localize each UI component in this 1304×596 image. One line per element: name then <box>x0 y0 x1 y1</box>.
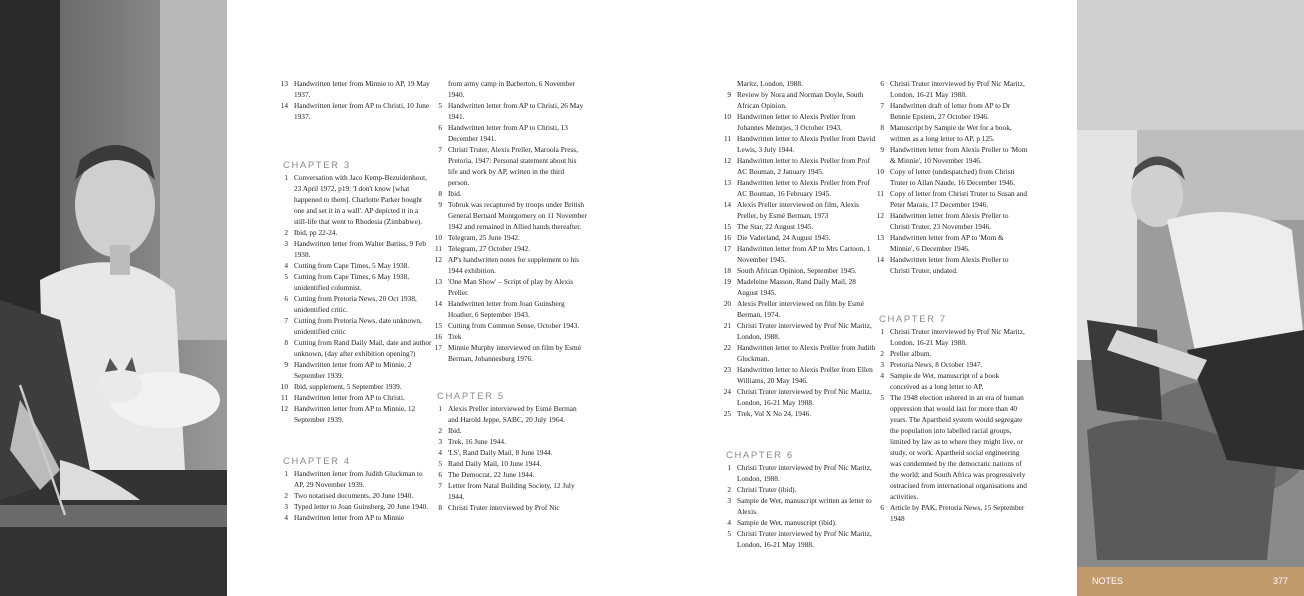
chapter-7-heading: CHAPTER 7 <box>879 314 947 325</box>
note-item: 12 Handwritten letter to Alexis Preller from Prof AC Bouman, 2 January 1945. <box>723 156 870 176</box>
note-item: 6 Christi Truter interviewed by Prof Nic Maritz, London, 16-21 May 1988. <box>880 79 1025 99</box>
note-item: 14 Handwritten letter from Alexis Preller to Christi Truter, undated. <box>876 255 1009 275</box>
chapter-4-notes <box>283 468 433 523</box>
note-item: 8 Manuscript by Sampie de Wet for a book, written as a long letter to AP, p 125. <box>880 123 1012 143</box>
note-item: 5 Rand Daily Mail, 10 June 1944. <box>438 459 542 468</box>
chapter-6-heading: CHAPTER 6 <box>726 450 794 461</box>
note-item: 6 Handwritten letter from AP to Christi, 13 December 1941. <box>438 123 568 143</box>
note-item: 16 Trek <box>434 332 462 341</box>
note-item: 15 Cutting from Common Sense, October 1943. <box>434 321 580 330</box>
note-item: 8 Ibid. <box>438 189 462 198</box>
note-item: 12 Handwritten letter from AP to Minnie, 12 September 1939. <box>280 404 416 424</box>
note-item: 9 Review by Nora and Norman Doyle, South African Opinion. <box>727 90 864 110</box>
chapter-5-continued-notes <box>723 78 876 419</box>
note-item: 17 Handwritten letter from AP to Mrs Cartoon, 1 November 1945. <box>723 244 871 264</box>
chapter-5-heading: CHAPTER 5 <box>437 391 505 402</box>
note-item: 2 Ibid. <box>438 426 462 435</box>
note-item: 11 Handwritten letter from AP to Christi. <box>280 393 405 402</box>
note-item: 16 Die Vaderland, 24 August 1945. <box>723 233 831 242</box>
note-item: 2 Christi Truter (ibid). <box>727 485 797 494</box>
note-item: 8 Cutting from Rand Daily Mail, date and author unknown, (day after exhibition opening?) <box>284 338 432 358</box>
chapter-7-notes <box>879 326 1029 524</box>
chapter-5-notes <box>437 403 587 513</box>
note-item: 6 Article by PAK, Pretoria News, 15 September 1948 <box>880 503 1025 523</box>
note-item: 1 Christi Truter interviewed by Prof Nic Maritz, London, 16-21 May 1988. <box>880 327 1025 347</box>
page-number: 377 <box>1272 576 1288 586</box>
note-item: 13 Handwritten letter from Minnie to AP, 19 May 1937. <box>280 79 430 99</box>
note-item: 18 South African Opinion, September 1945. <box>723 266 857 275</box>
chapter-6-continued-notes <box>876 78 1029 276</box>
note-item: 5 Handwritten letter from AP to Christi, 26 May 1941. <box>438 101 584 121</box>
note-item: 14 Alexis Preller interviewed on film, Alexis Preller, by Esmé Berman, 1973 <box>723 200 859 220</box>
note-item: 13 'One Man Show' – Script of play by Alexis Preller. <box>434 277 574 297</box>
notes-column-3 <box>723 78 876 550</box>
note-item: 12 Handwritten letter from Alexis Preller to Christi Truter, 23 November 1946. <box>876 211 1009 231</box>
note-item: 11 Copy of letter from Christi Truter to Susan and Peter Marais, 17 December 1946. <box>876 189 1028 209</box>
note-item: 11 Handwritten letter to Alexis Preller from David Lewis, 3 July 1944. <box>723 134 876 154</box>
note-item: 4 'LS', Rand Daily Mail, 8 June 1944. <box>438 448 553 457</box>
note-item: 1 Handwritten letter from Judith Gluckman to AP, 29 November 1939. <box>284 469 423 489</box>
note-item: 3 Handwritten letter from Walter Battiss, 9 Feb 1938. <box>284 239 427 259</box>
note-item: 5 Cutting from Cape Times, 6 May 1938, unidentified columnist. <box>284 272 410 292</box>
notes-column-2 <box>434 78 587 513</box>
footer-section-label: NOTES <box>1092 576 1124 586</box>
note-item: 20 Alexis Preller interviewed on film by Esmé Berman, 1974. <box>723 299 864 319</box>
note-item: 10 Handwritten letter to Alexis Preller from Johannes Meintjes, 3 October 1943. <box>723 112 856 132</box>
note-item: 23 Handwritten letter to Alexis Preller from Ellen Williams, 20 May 1946. <box>723 365 873 385</box>
note-item: 1 Conversation with Jaco Kemp-Bezuidenhout, 23 April 1972, p19: 'I don't know [what happened to them]. Charlotte Parker bought one and set it in a wall'. AP depicted it in a still-life that went to Rhodesia (Zimbabwe). <box>284 173 427 226</box>
note-item: 13 Handwritten letter from AP to 'Mom & Minnie', 6 December 1946. <box>876 233 1004 253</box>
note-item: 3 Trek, 16 June 1944. <box>438 437 506 446</box>
note-item: 4 Sampie de Wet, manuscript of a book conceived as a long letter to AP. <box>880 371 1000 391</box>
note-item: 14 Handwritten letter from Joan Guinsberg Hoather, 6 September 1943. <box>434 299 565 319</box>
note-item: 7 Handwritten draft of letter from AP to Dr Bennie Epstein, 27 October 1946. <box>880 101 1011 121</box>
note-item: 9 Handwritten letter from Alexis Preller to 'Mom & Minnie', 10 November 1946. <box>880 145 1028 165</box>
note-item: 10 Ibid, supplement, 5 September 1939. <box>280 382 402 391</box>
note-item: 7 Christi Truter, Alexis Preller, Maroola Press, Pretoria, 1947: Personal statement about his life and work by AP, written in the third person. <box>438 145 578 187</box>
photo-artist-with-cat <box>0 0 227 596</box>
note-item: 1 Christi Truter interviewed by Prof Nic Maritz, London, 1988. <box>727 463 872 483</box>
chapter-3-heading: CHAPTER 3 <box>283 160 351 171</box>
note-item: 5 Christi Truter interviewed by Prof Nic Maritz, London, 16-21 May 1988. <box>727 529 872 549</box>
note-item: 1 Alexis Preller interviewed by Esmé Berman and Harold Jeppe, SABC, 20 July 1964. <box>438 404 577 424</box>
note-item: 10 Telegram, 25 June 1942. <box>434 233 520 242</box>
note-item: 12 AP's handwritten notes for supplement to his 1944 exhibition. <box>434 255 580 275</box>
note-item: 7 Letter from Natal Building Society, 12 July 1944. <box>438 481 575 501</box>
photo-artist-painting-floor <box>1077 0 1304 596</box>
note-item: 3 Typed letter to Joan Guinsberg, 20 June 1940. <box>284 502 429 511</box>
note-item: 9 Tobruk was recaptured by troops under British General Bernard Montgomery on 11 November 1942 and remained in Allied hands thereafter. <box>438 200 587 231</box>
note-item: 22 Handwritten letter to Alexis Preller from Judith Gluckman. <box>723 343 876 363</box>
note-item: 3 Pretoria News, 8 October 1947. <box>880 360 983 369</box>
note-item: 15 The Star, 22 August 1945. <box>723 222 814 231</box>
notes-column-4 <box>876 78 1029 524</box>
note-item: 4 Sampie de Wet, manuscript (ibid). <box>727 518 837 527</box>
chapter-3-notes <box>280 172 433 425</box>
notes-column-1 <box>280 78 433 523</box>
note-item: 25 Trek, Vol X No 24, 1946. <box>723 409 812 418</box>
note-item: 10 Copy of letter (undespatched) from Christi Truter to Allan Naude, 16 December 1946. <box>876 167 1015 187</box>
note-item: 11 Telegram, 27 October 1942. <box>434 244 530 253</box>
note-item: 5 The 1948 election ushered in an era of human oppression that would last for more than 40 years. The Apartheid system would segregate the population into labelled racial groups, limited by law as to where they might live, or study, or work. Apartheid social engineering was condemned by the democratic nations of the world; and South Africa was progressively ostracised from international organisations and activities. <box>880 393 1027 501</box>
intro-notes-list <box>280 78 433 122</box>
note-item: 2 Two notarised documents, 20 June 1940. <box>284 491 414 500</box>
note-item: 6 The Democrat, 22 June 1944. <box>438 470 535 479</box>
note-item: 2 Preller album. <box>880 349 932 358</box>
note-item: 17 Minnie Murphy interviewed on film by Esmé Berman, Johannesburg 1976. <box>434 343 581 363</box>
note-item: 6 Cutting from Pretoria News, 20 Oct 1938, unidentified critic. <box>284 294 417 314</box>
note-item: 13 Handwritten letter to Alexis Preller from Prof AC Bouman, 16 February 1945. <box>723 178 870 198</box>
note-item: 4 Handwritten letter from AP to Minnie <box>284 513 405 522</box>
chapter-4-heading: CHAPTER 4 <box>283 456 351 467</box>
note-item: 9 Handwritten letter from AP to Minnie, 2 September 1939. <box>284 360 412 380</box>
note-item: 14 Handwritten letter from AP to Christi, 10 June 1937. <box>280 101 430 121</box>
note-item: from army camp in Barberton, 6 November 1940. <box>448 79 576 99</box>
note-item: 21 Christi Truter interviewed by Prof Nic Maritz, London, 1988. <box>723 321 872 341</box>
note-item: 8 Christi Truter interviewed by Prof Nic <box>438 503 560 512</box>
note-item: 2 Ibid, pp 22-24. <box>284 228 338 237</box>
chapter-4-continued-notes <box>434 78 587 364</box>
note-item: 7 Cutting from Pretoria News, date unknown, unidentified critic <box>284 316 422 336</box>
note-item: 19 Madeleine Masson, Rand Daily Mail, 28 August 1945. <box>723 277 856 297</box>
footer-bar <box>1077 567 1304 596</box>
note-item: 24 Christi Truter interviewed by Prof Nic Maritz, London, 16-21 May 1988. <box>723 387 872 407</box>
note-item: Maritz, London, 1988. <box>737 79 803 88</box>
chapter-6-notes <box>726 462 876 550</box>
note-item: 4 Cutting from Cape Times, 5 May 1938. <box>284 261 410 270</box>
note-item: 3 Sampie de Wet, manuscript written as letter to Alexis. <box>727 496 872 516</box>
